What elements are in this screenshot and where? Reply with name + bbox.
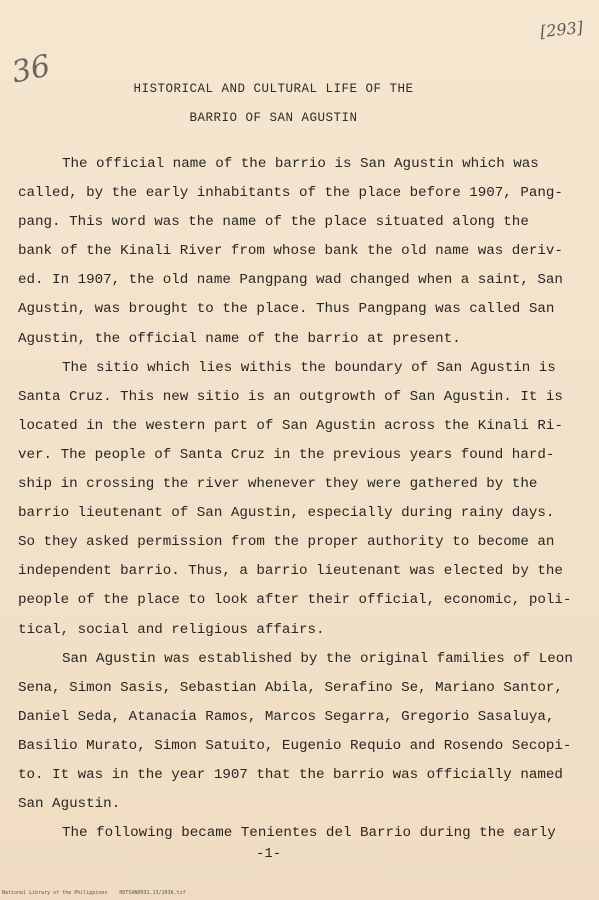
body-line: to. It was in the year 1907 that the barrio was officially named	[18, 766, 563, 783]
body-line: independent barrio. Thus, a barrio lieutenant was elected by the	[18, 563, 563, 580]
body-line: So they asked permission from the proper authority to become an	[18, 534, 555, 551]
body-line: The following became Tenientes del Barrio during the early	[62, 825, 556, 842]
body-line: Sena, Simon Sasis, Sebastian Abila, Serafino Se, Mariano Santor,	[18, 679, 563, 696]
body-line: ed. In 1907, the old name Pangpang wad changed when a saint, San	[18, 272, 563, 289]
body-line: called, by the early inhabitants of the place before 1907, Pang-	[18, 185, 563, 202]
body-line: The sitio which lies withis the boundary of San Agustin is	[62, 359, 556, 376]
body-line: Daniel Seda, Atanacia Ramos, Marcos Segarra, Gregorio Sasaluya,	[18, 708, 555, 725]
document-body	[18, 150, 584, 848]
body-line: Basilio Murato, Simon Satuito, Eugenio Requio and Rosendo Secopi-	[18, 737, 572, 754]
body-line: barrio lieutenant of San Agustin, especially during rainy days.	[18, 505, 555, 522]
document-title-line-2: BARRIO OF SAN AGUSTIN	[189, 111, 358, 125]
body-line: The official name of the barrio is San Agustin which was	[62, 156, 539, 172]
body-line: San Agustin was established by the original families of Leon	[62, 650, 573, 667]
body-line: tical, social and religious affairs.	[18, 621, 325, 638]
body-line: people of the place to look after their official, economic, poli-	[18, 592, 572, 609]
body-line: Agustin, the official name of the barrio at present.	[18, 330, 461, 347]
body-line: pang. This word was the name of the place situated along the	[18, 214, 529, 231]
body-line: located in the western part of San Agustin across the Kinali Ri-	[18, 417, 563, 434]
handwritten-reference: [293]	[539, 17, 584, 42]
body-line: bank of the Kinali River from whose bank the old name was deriv-	[18, 243, 563, 260]
body-line: ship in crossing the river whenever they were gathered by the	[18, 476, 538, 493]
body-line: San Agustin.	[18, 796, 121, 813]
document-title-line-1: HISTORICAL AND CULTURAL LIFE OF THE	[133, 82, 414, 96]
body-line: Santa Cruz. This new sitio is an outgrowth of San Agustin. It is	[18, 388, 563, 405]
body-line: Agustin, was brought to the place. Thus Pangpang was called San	[18, 301, 555, 318]
archive-footer: National Library of the Philippines HDTSAN0031.13/2036.tif	[2, 890, 186, 896]
body-line: ver. The people of Santa Cruz in the previous years found hard-	[18, 446, 555, 463]
page-number: -1-	[256, 846, 282, 862]
handwritten-page-number: 36	[8, 48, 54, 91]
